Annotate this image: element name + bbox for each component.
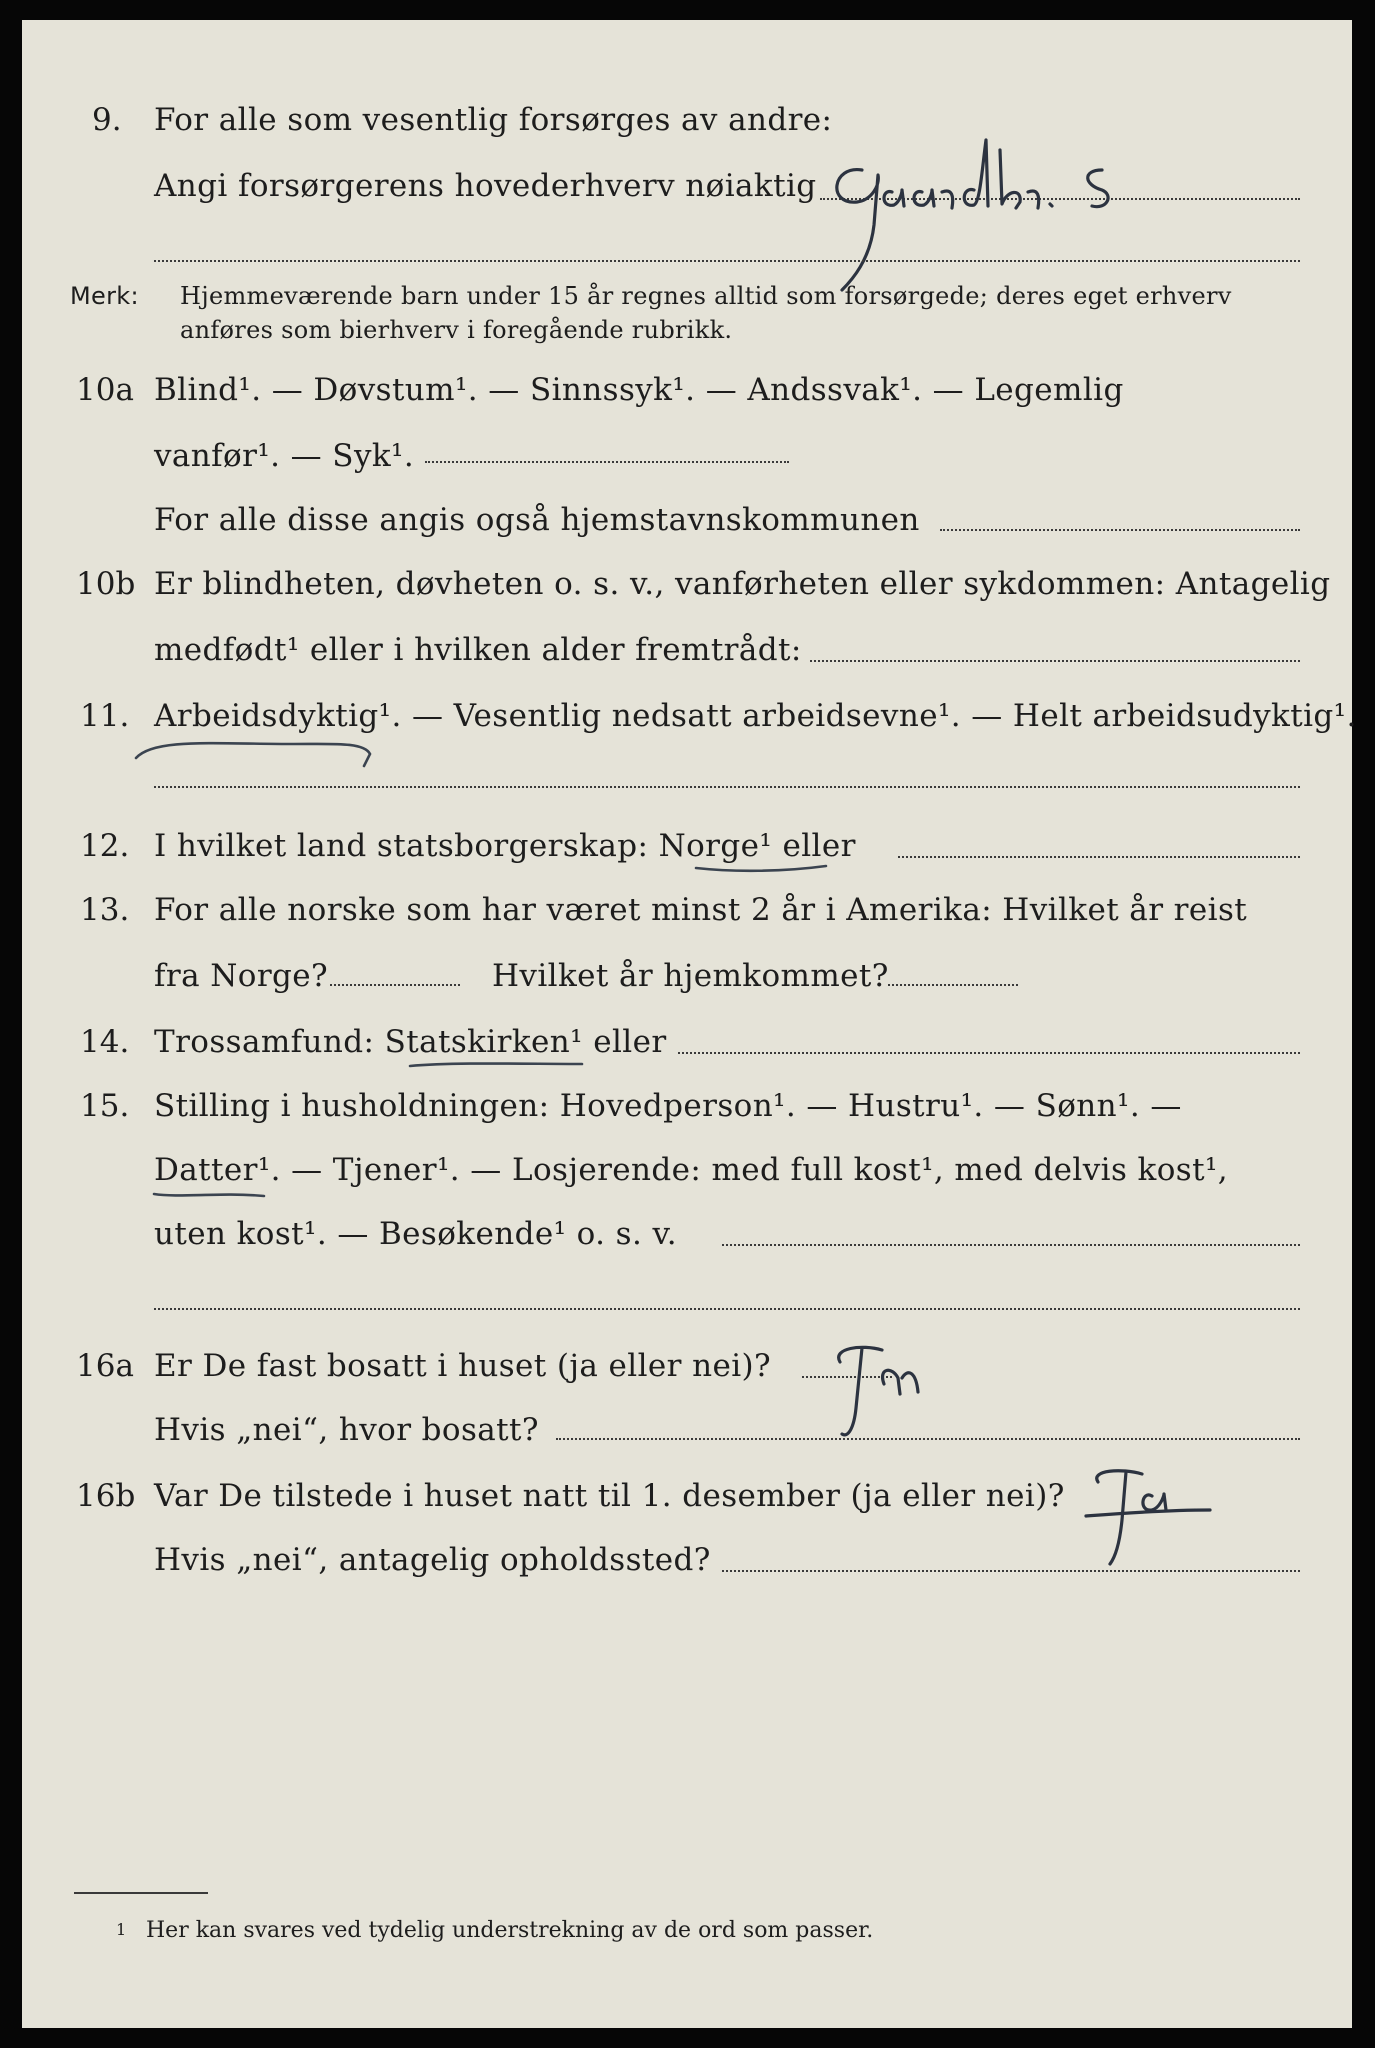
q10a-number: 10a: [76, 372, 134, 408]
q10b-question-line2: medfødt¹ eller i hvilken alder fremtrådt:: [154, 632, 802, 668]
q16b-number: 16b: [76, 1478, 136, 1514]
q16b-whereabouts-line[interactable]: [722, 1570, 1300, 1572]
q16a-residence-line[interactable]: [556, 1438, 1300, 1440]
q16a-question-line2: Hvis „nei“, hvor bosatt?: [154, 1412, 539, 1448]
q11-second-line[interactable]: [154, 786, 1300, 788]
q16b-handwritten-answer: [1082, 1460, 1222, 1570]
q10a-question-line2: vanfør¹. — Syk¹.: [154, 438, 415, 474]
q16a-question-line1: Er De fast bosatt i huset (ja eller nei)?: [154, 1348, 772, 1384]
q9-second-answer-line[interactable]: [154, 260, 1300, 262]
q9-number: 9.: [92, 102, 122, 138]
q14-selection-underline: [406, 1056, 586, 1076]
q13-number: 13.: [80, 892, 130, 928]
q16b-question-line2: Hvis „nei“, antagelig opholdssted?: [154, 1542, 711, 1578]
merk-text-line2: anføres som bierhverv i foregående rubrikk.: [180, 316, 733, 344]
q12-number: 12.: [80, 828, 130, 864]
q11-question-line1: Arbeidsdyktig¹. — Vesentlig nedsatt arbeidsevne¹. — Helt arbeidsudyktig¹.: [154, 698, 1357, 734]
q10a-hometown-line[interactable]: [940, 529, 1300, 531]
merk-label: Merk:: [70, 282, 139, 310]
q15-selection-underline: [150, 1184, 270, 1204]
q10a-answer-line[interactable]: [425, 461, 789, 463]
q15-question-line2: Datter¹. — Tjener¹. — Losjerende: med full kost¹, med delvis kost¹,: [154, 1152, 1229, 1188]
q13-question-line2a: fra Norge?: [154, 958, 329, 994]
q15-number: 15.: [80, 1088, 130, 1124]
q9-question-line1: For alle som vesentlig forsørges av andre:: [154, 102, 833, 138]
q16b-question-line1: Var De tilstede i huset natt til 1. desember (ja eller nei)?: [154, 1478, 1065, 1514]
q10a-question-line3: For alle disse angis også hjemstavnskommunen: [154, 502, 920, 538]
q15-answer-line[interactable]: [722, 1244, 1300, 1246]
q11-selection-underline: [134, 730, 374, 770]
q13-return-year-line[interactable]: [888, 984, 1018, 986]
q10b-question-line1: Er blindheten, døvheten o. s. v., vanførheten eller sykdommen: Antagelig: [154, 566, 1331, 602]
footnote-mark: 1: [116, 1920, 127, 1939]
q15-question-line1: Stilling i husholdningen: Hovedperson¹. — Hustru¹. — Sønn¹. —: [154, 1088, 1182, 1124]
q13-question-line1: For alle norske som har været minst 2 år i Amerika: Hvilket år reist: [154, 892, 1248, 928]
q14-answer-line[interactable]: [678, 1052, 1300, 1054]
q14-number: 14.: [80, 1024, 130, 1060]
q11-number: 11.: [80, 698, 130, 734]
footnote-text: Her kan svares ved tydelig understrekning av de ord som passer.: [146, 1918, 874, 1943]
q16a-number: 16a: [76, 1348, 134, 1384]
q12-answer-line[interactable]: [898, 856, 1300, 858]
footnote-rule: [74, 1892, 208, 1894]
q12-selection-underline: [692, 860, 832, 880]
census-form-page: [22, 20, 1357, 2028]
q10b-answer-line[interactable]: [810, 660, 1300, 662]
q10b-number: 10b: [76, 566, 136, 602]
q9-question-line2: Angi forsørgerens hovederhverv nøiaktig: [154, 168, 817, 204]
q13-departure-year-line[interactable]: [330, 984, 460, 986]
q16a-handwritten-answer: [822, 1338, 942, 1458]
q15-question-line3: uten kost¹. — Besøkende¹ o. s. v.: [154, 1216, 677, 1252]
q14-question-line1: Trossamfund: Statskirken¹ eller: [154, 1024, 667, 1060]
q13-question-line2b: Hvilket år hjemkommet?: [492, 958, 889, 994]
merk-text-line1: Hjemmeværende barn under 15 år regnes alltid som forsørgede; deres eget erhverv: [180, 282, 1232, 310]
q15-second-line[interactable]: [154, 1308, 1300, 1310]
q10a-question-line1: Blind¹. — Døvstum¹. — Sinnssyk¹. — Andssvak¹. — Legemlig: [154, 372, 1124, 408]
q12-question-line1: I hvilket land statsborgerskap: Norge¹ eller: [154, 828, 856, 864]
